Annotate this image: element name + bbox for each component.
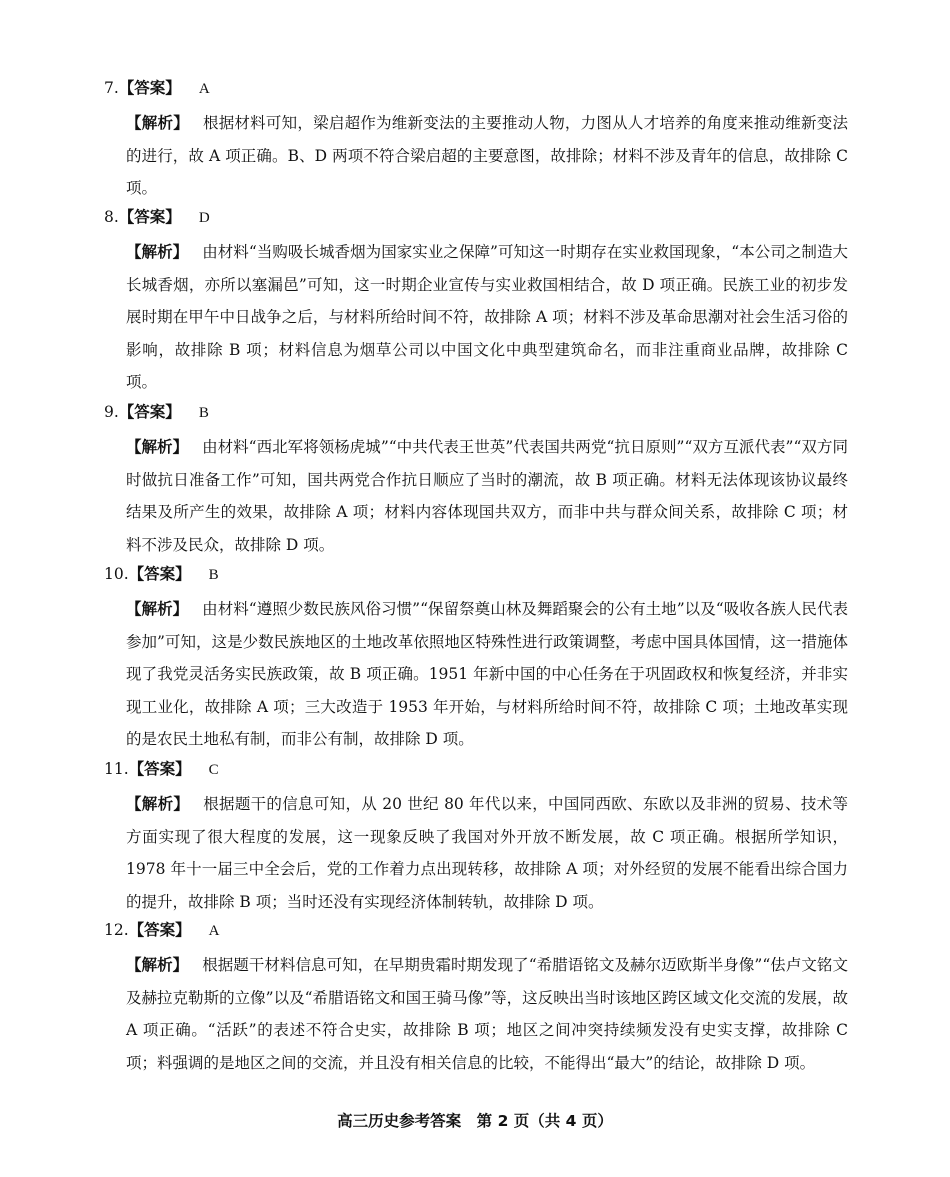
answer-value: B xyxy=(208,567,219,583)
question-number: 12. xyxy=(104,921,129,939)
analysis-paragraph xyxy=(126,107,848,205)
analysis-text: 由材料“西北军将领杨虎城”“中共代表王世英”代表国共两党“抗日原则”“双方互派代表”“双方同时做抗日准备工作”可知，国共两党合作抗日顺应了当时的潮流，故 B 项正确。材料无法体现该协议最终结果及所产生的效果，故排除 A 项；材料内容体现国共双方，而非中共与群众间关系，故排除 C 项；材料不涉及民众，故排除 D 项。 xyxy=(126,438,848,554)
analysis-label: 【解析】 xyxy=(126,113,189,132)
analysis-paragraph xyxy=(126,949,848,1079)
analysis-label: 【解析】 xyxy=(126,599,189,618)
answer-value: A xyxy=(208,923,220,939)
answer-value: A xyxy=(198,81,210,97)
answer-line xyxy=(104,920,848,940)
answer-value: C xyxy=(208,762,219,778)
analysis-paragraph xyxy=(126,431,848,561)
answer-label: 【答案】 xyxy=(128,759,191,778)
analysis-text: 由材料“当购吸长城香烟为国家实业之保障”可知这一时期存在实业救国现象，“本公司之制造大长城香烟，亦所以塞漏邑”可知，这一时期企业宣传与实业救国相结合，故 D 项正确。民族工业的初步发展时期在甲午中日战争之后，与材料所给时间不符，故排除 A 项；材料不涉及革命思潮对社会生活习俗的影响，故排除 B 项；材料信息为烟草公司以中国文化中典型建筑命名，而非注重商业品牌，故排除 C 项。 xyxy=(126,243,848,391)
question-10 xyxy=(104,564,848,756)
answer-line xyxy=(104,207,848,227)
analysis-label: 【解析】 xyxy=(126,955,189,974)
question-number: 7. xyxy=(104,79,119,97)
analysis-label: 【解析】 xyxy=(126,437,189,456)
analysis-label: 【解析】 xyxy=(126,242,189,261)
question-number: 10. xyxy=(104,565,129,583)
question-9 xyxy=(104,402,848,561)
analysis-text: 根据题干材料信息可知，在早期贵霜时期发现了“希腊语铭文及赫尔迈欧斯半身像”“佉卢文铭文及赫拉克勒斯的立像”以及“希腊语铭文和国王骑马像”等，这反映出当时该地区跨区域文化交流的发展，故 A 项正确。“活跃”的表述不符合史实，故排除 B 项；地区之间冲突持续频发没有史实支撑，故排除 C 项；料强调的是地区之间的交流，并且没有相关信息的比较，不能得出“最大”的结论，故排除 D 项。 xyxy=(126,956,848,1072)
answer-line xyxy=(104,564,848,584)
question-number: 11. xyxy=(104,760,129,778)
question-number: 9. xyxy=(104,403,119,421)
analysis-paragraph xyxy=(126,236,848,399)
question-12 xyxy=(104,920,848,1079)
answer-label: 【答案】 xyxy=(118,207,181,226)
analysis-text: 由材料“遵照少数民族风俗习惯”“保留祭奠山林及舞蹈聚会的公有土地”以及“吸收各族人民代表参加”可知，这是少数民族地区的土地改革依照地区特殊性进行政策调整，考虑中国具体国情，这一措施体现了我党灵活务实民族政策，故 B 项正确。1951 年新中国的中心任务在于巩固政权和恢复经济，并非实现工业化，故排除 A 项；三大改造于 1953 年开始，与材料所给时间不符，故排除 C 项；土地改革实现的是农民土地私有制，而非公有制，故排除 D 项。 xyxy=(126,600,848,748)
analysis-paragraph xyxy=(126,593,848,756)
answer-label: 【答案】 xyxy=(128,920,191,939)
answer-value: D xyxy=(198,210,210,226)
question-7 xyxy=(104,78,848,205)
question-11 xyxy=(104,759,848,918)
analysis-label: 【解析】 xyxy=(126,794,190,813)
answer-label: 【答案】 xyxy=(118,78,181,97)
answer-value: B xyxy=(198,405,209,421)
answer-line xyxy=(104,402,848,422)
analysis-paragraph xyxy=(126,788,848,918)
question-8 xyxy=(104,207,848,399)
answer-line xyxy=(104,78,848,98)
answer-label: 【答案】 xyxy=(118,402,181,421)
question-number: 8. xyxy=(104,208,119,226)
analysis-text: 根据材料可知，梁启超作为维新变法的主要推动人物，力图从人才培养的角度来推动维新变法的进行，故 A 项正确。B、D 两项不符合梁启超的主要意图，故排除；材料不涉及青年的信息，故排除 C 项。 xyxy=(126,114,848,197)
answer-line xyxy=(104,759,848,779)
answer-label: 【答案】 xyxy=(128,564,191,583)
page-footer: 高三历史参考答案 第 2 页（共 4 页） xyxy=(337,1112,613,1130)
analysis-text: 根据题干的信息可知，从 20 世纪 80 年代以来，中国同西欧、东欧以及非洲的贸易、技术等方面实现了很大程度的发展，这一现象反映了我国对外开放不断发展，故 C 项正确。根据所学知识，1978 年十一届三中全会后，党的工作着力点出现转移，故排除 A 项；对外经贸的发展不能看出综合国力的提升，故排除 B 项；当时还没有实现经济体制转轨，故排除 D 项。 xyxy=(126,795,848,911)
